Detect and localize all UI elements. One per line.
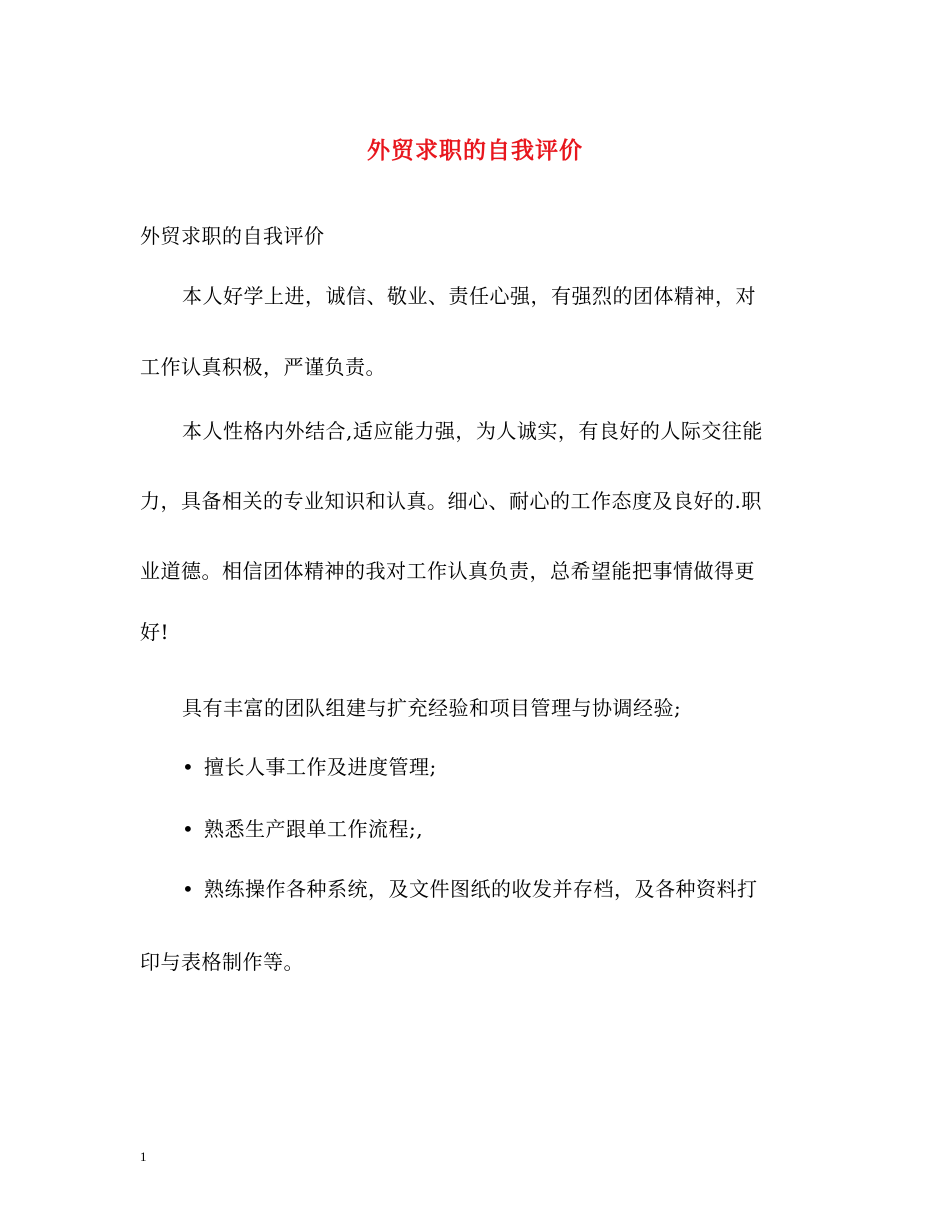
paragraph-2-line-2: 力，具备相关的专业知识和认真。细心、耐心的工作态度及良好的.职 — [140, 489, 762, 513]
bullet-icon: • — [182, 877, 195, 901]
paragraph-3: 具有丰富的团队组建与扩充经验和项目管理与协调经验; — [182, 696, 682, 720]
bullet-icon: • — [182, 817, 195, 841]
list-item-continuation: 印与表格制作等。 — [140, 950, 304, 974]
paragraph-1-line-2: 工作认真积极，严谨负责。 — [140, 355, 386, 379]
list-item-text: 熟悉生产跟单工作流程;, — [204, 817, 424, 841]
list-item — [182, 814, 423, 844]
paragraph-2-line-3: 业道德。相信团体精神的我对工作认真负责，总希望能把事情做得更 — [140, 559, 755, 583]
list-item-text: 擅长人事工作及进度管理; — [204, 755, 437, 779]
list-item-text: 熟练操作各种系统，及文件图纸的收发并存档，及各种资料打 — [204, 877, 758, 901]
list-item — [182, 874, 758, 904]
paragraph-1-line-1: 本人好学上进，诚信、敬业、责任心强，有强烈的团体精神，对 — [182, 284, 756, 308]
list-item — [182, 752, 437, 782]
bullet-icon: • — [182, 755, 195, 779]
paragraph-2-line-1: 本人性格内外结合,适应能力强，为人诚实，有良好的人际交往能 — [182, 419, 763, 443]
paragraph-2-line-4: 好! — [140, 620, 170, 644]
document-title: 外贸求职的自我评价 — [367, 137, 583, 164]
page-number: 1 — [140, 1149, 147, 1164]
section-heading: 外贸求职的自我评价 — [140, 224, 325, 248]
